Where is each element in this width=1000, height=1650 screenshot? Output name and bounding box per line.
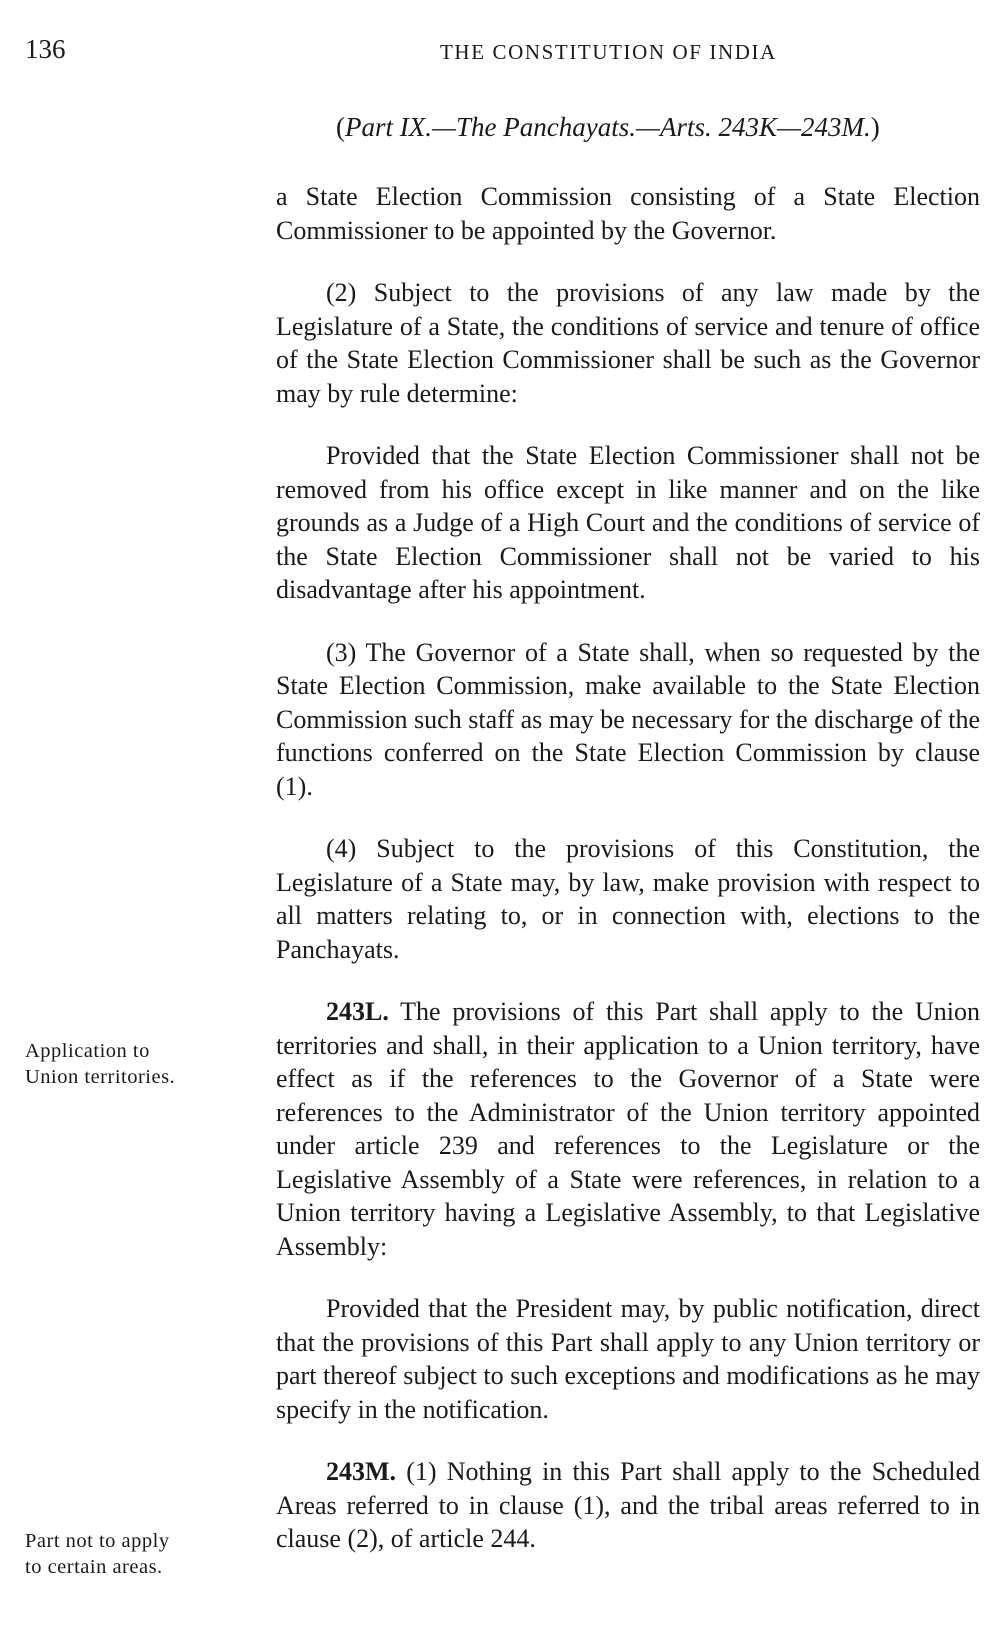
clause-4: (4) Subject to the provisions of this Constitution, the Legislature of a State may, by law, make provision with respect to all matters relating to, or in connection with, elections to the Panchayats.	[276, 834, 980, 964]
marginal-note-243m	[25, 1528, 225, 1580]
marginal-note-line: Application to	[25, 1040, 150, 1062]
page-number: 136	[25, 34, 66, 64]
article-number-243l: 243L.	[326, 997, 389, 1026]
proviso-1: Provided that the State Election Commissioner shall not be removed from his office except in like manner and on the like grounds as a Judge of a High Court and the conditions of service of the State Election Commissioner shall not be varied to his disadvantage after his appointment.	[276, 441, 980, 604]
heading-articles: 243K—243M.	[718, 112, 871, 142]
article-number-243m: 243M.	[326, 1457, 397, 1486]
body-text	[276, 180, 980, 1585]
paragraph-continuation: a State Election Commission consisting of a State Election Commissioner to be appointed by the Governor.	[276, 182, 980, 245]
article-243m-text: (1) Nothing in this Part shall apply to the Scheduled Areas referred to in clause (1), and the tribal areas referred to in clause (2), of article 244.	[276, 1457, 981, 1553]
article-243l-text: The provisions of this Part shall apply to the Union territories and shall, in their application to a Union territory, have effect as if the references to the Governor of a State were references to the Administrator of the Union territory appointed under article 239 and references to the Legislature or the Legislative Assembly of a State were references, in relation to a Union territory having a Legislative Assembly, to that Legislative Assembly:	[276, 997, 980, 1261]
clause-2: (2) Subject to the provisions of any law made by the Legislature of a State, the conditions of service and tenure of office of the State Election Commissioner shall be such as the Governor may by rule determine:	[276, 278, 980, 408]
marginal-note-line: Union territories.	[25, 1066, 176, 1088]
marginal-note-line: Part not to apply	[25, 1530, 170, 1552]
proviso-2: Provided that the President may, by public notification, direct that the provisions of this Part shall apply to any Union territory or part thereof subject to such exceptions and modifications as he may specify in the notification.	[276, 1294, 980, 1424]
marginal-note-243l	[25, 1038, 225, 1090]
heading-open-paren: (	[336, 112, 345, 142]
heading-part: Part IX.—The Panchayats.—Arts.	[345, 112, 712, 142]
section-heading	[336, 112, 880, 143]
running-title: THE CONSTITUTION OF INDIA	[440, 40, 777, 64]
article-243l	[276, 995, 980, 1263]
marginal-note-line: to certain areas.	[25, 1556, 163, 1578]
article-243m	[276, 1455, 980, 1556]
clause-3: (3) The Governor of a State shall, when so requested by the State Election Commission, make available to the State Election Commission such staff as may be necessary for the discharge of the functions conferred on the State Election Commission by clause (1).	[276, 637, 980, 801]
heading-close-paren: )	[870, 112, 880, 142]
